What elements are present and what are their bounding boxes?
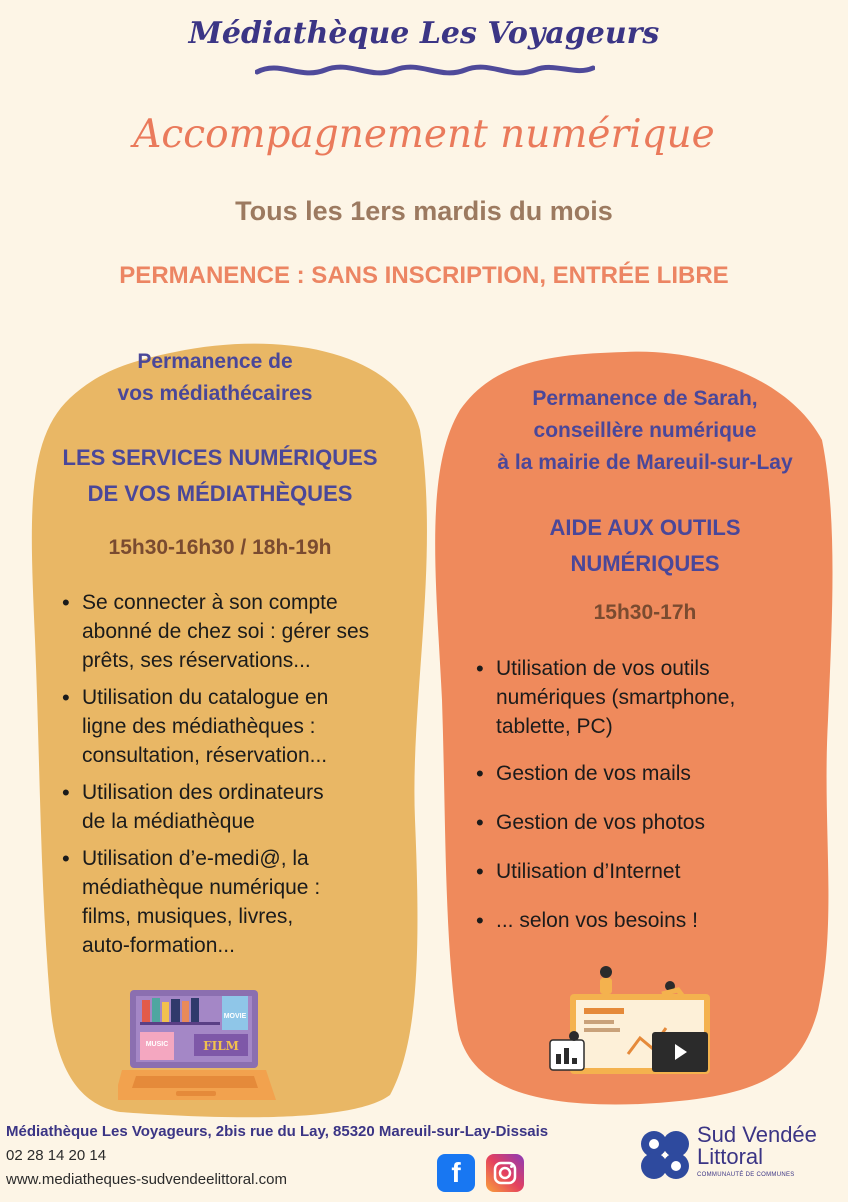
svg-text:MUSIC: MUSIC [145,1041,169,1048]
svg-text:MOVIE: MOVIE [223,1013,247,1020]
logo-text: Sud Vendée Littoral [697,1122,817,1169]
laptop-media-illustration [118,984,278,1112]
facebook-icon[interactable]: f [437,1154,475,1192]
clover-logo-icon [634,1124,696,1186]
footer-address: Médiathèque Les Voyageurs, 2bis rue du Lay, 85320 Mareuil-sur-Lay-Dissais [6,1123,549,1140]
list-item: • Se connecter à son compte abonné de chez soi : gérer ses prêts, ses réservations... [62,588,422,675]
left-panel-hours: 15h30-16h30 / 18h-19h [108,536,332,559]
left-panel-topic: LES SERVICES NUMÉRIQUES DE VOS MÉDIATHÈQUES [62,445,378,506]
svg-text:FILM: FILM [203,1039,239,1053]
list-item: • Utilisation d’Internet [476,857,806,886]
list-item: • Utilisation de vos outils numériques (smartphone, tablette, PC) [476,654,806,741]
footer-website[interactable]: www.mediatheques-sudvendeelittoral.com [6,1171,287,1188]
list-item: • Utilisation d’e-medi@, la médiathèque numérique : films, musiques, livres, auto-formation... [62,844,422,960]
right-panel-heading: Permanence de Sarah, conseillère numérique à la mairie de Mareuil-sur-Lay [497,387,793,474]
list-item: • Utilisation des ordinateurs de la médiathèque [62,778,422,836]
digital-tools-illustration [548,958,728,1088]
list-item: • ... selon vos besoins ! [476,906,806,935]
list-item: • Utilisation du catalogue en ligne des médiathèques : consultation, réservation... [62,683,422,770]
right-panel-hours: 15h30-17h [593,601,697,624]
list-item: • Gestion de vos photos [476,808,806,837]
footer-phone: 02 28 14 20 14 [6,1147,107,1164]
permanence-banner: PERMANENCE : SANS INSCRIPTION, ENTRÉE LIBRE [119,262,729,289]
right-panel-list [476,654,806,935]
logo-tagline: COMMUNAUTÉ DE COMMUNES [697,1172,795,1178]
schedule-text: Tous les 1ers mardis du mois [235,196,613,226]
library-name: Médiathèque Les Voyageurs [188,16,660,51]
instagram-icon[interactable] [486,1154,524,1192]
left-panel-heading: Permanence de vos médiathécaires [117,350,313,405]
list-item: • Gestion de vos mails [476,759,806,788]
left-panel-list [62,588,422,960]
right-panel-topic: AIDE AUX OUTILS NUMÉRIQUES [549,515,741,576]
page-title: Accompagnement numérique [133,112,715,157]
